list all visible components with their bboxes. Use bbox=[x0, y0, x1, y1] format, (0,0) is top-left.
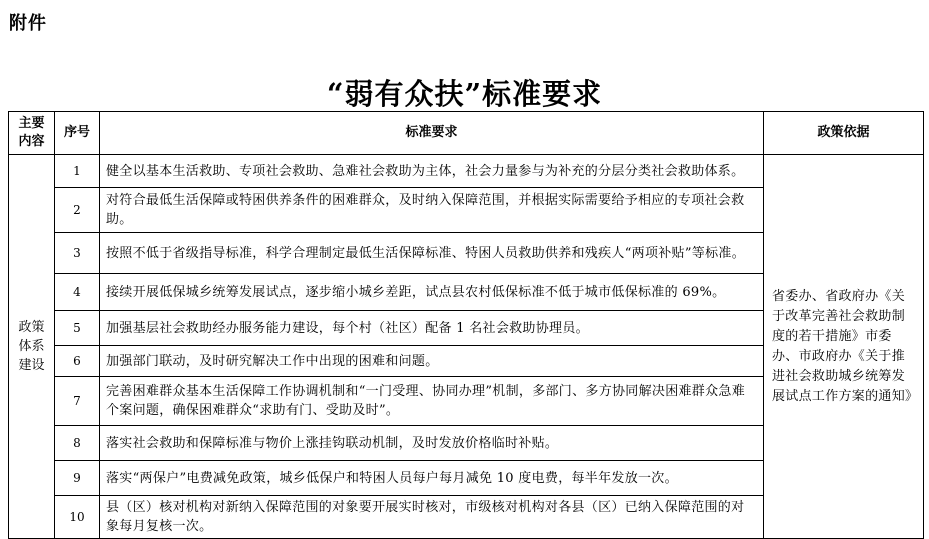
requirement-cell: 对符合最低生活保障或特困供养条件的困难群众，及时纳入保障范围，并根据实际需要给予相应的专项社会救助。 bbox=[100, 188, 764, 233]
table-header-row bbox=[9, 112, 924, 155]
seq-cell: 4 bbox=[55, 274, 100, 311]
attachment-label: 附件 bbox=[9, 13, 47, 34]
seq-cell: 9 bbox=[55, 461, 100, 496]
header-basis: 政策依据 bbox=[764, 112, 924, 155]
header-requirement: 标准要求 bbox=[100, 112, 764, 155]
seq-cell: 2 bbox=[55, 188, 100, 233]
requirement-cell: 按照不低于省级指导标准，科学合理制定最低生活保障标准、特困人员救助供养和残疾人“两项补贴”等标准。 bbox=[100, 233, 764, 274]
requirement-cell: 落实“两保户”电费减免政策，城乡低保户和特困人员每户每月减免 10 度电费，每半年发放一次。 bbox=[100, 461, 764, 496]
seq-cell: 5 bbox=[55, 311, 100, 346]
seq-cell: 3 bbox=[55, 233, 100, 274]
requirement-cell: 县（区）核对机构对新纳入保障范围的对象要开展实时核对，市级核对机构对各县（区）已纳入保障范围的对象每月复核一次。 bbox=[100, 496, 764, 539]
page-title: “弱有众扶”标准要求 bbox=[326, 77, 603, 111]
requirement-cell: 健全以基本生活救助、专项社会救助、急难社会救助为主体，社会力量参与为补充的分层分类社会救助体系。 bbox=[100, 155, 764, 188]
seq-cell: 10 bbox=[55, 496, 100, 539]
requirement-cell: 完善困难群众基本生活保障工作协调机制和“一门受理、协同办理”机制，多部门、多方协同解决困难群众急难个案问题，确保困难群众“求助有门、受助及时”。 bbox=[100, 377, 764, 426]
requirement-cell: 接续开展低保城乡统筹发展试点，逐步缩小城乡差距，试点县农村低保标准不低于城市低保标准的 69%。 bbox=[100, 274, 764, 311]
header-seq: 序号 bbox=[55, 112, 100, 155]
requirement-cell: 落实社会救助和保障标准与物价上涨挂钩联动机制，及时发放价格临时补贴。 bbox=[100, 426, 764, 461]
requirement-cell: 加强基层社会救助经办服务能力建设，每个村（社区）配备 1 名社会救助协理员。 bbox=[100, 311, 764, 346]
requirement-cell: 加强部门联动，及时研究解决工作中出现的困难和问题。 bbox=[100, 346, 764, 377]
seq-cell: 1 bbox=[55, 155, 100, 188]
category-cell: 政策体系建设 bbox=[9, 155, 55, 539]
seq-cell: 8 bbox=[55, 426, 100, 461]
header-category: 主要内容 bbox=[9, 112, 55, 155]
seq-cell: 7 bbox=[55, 377, 100, 426]
table-row bbox=[9, 155, 924, 188]
basis-cell: 省委办、省政府办《关于改革完善社会救助制度的若干措施》市委办、市政府办《关于推进社会救助城乡统筹发展试点工作方案的通知》 bbox=[764, 155, 924, 539]
seq-cell: 6 bbox=[55, 346, 100, 377]
standards-table bbox=[8, 111, 924, 539]
